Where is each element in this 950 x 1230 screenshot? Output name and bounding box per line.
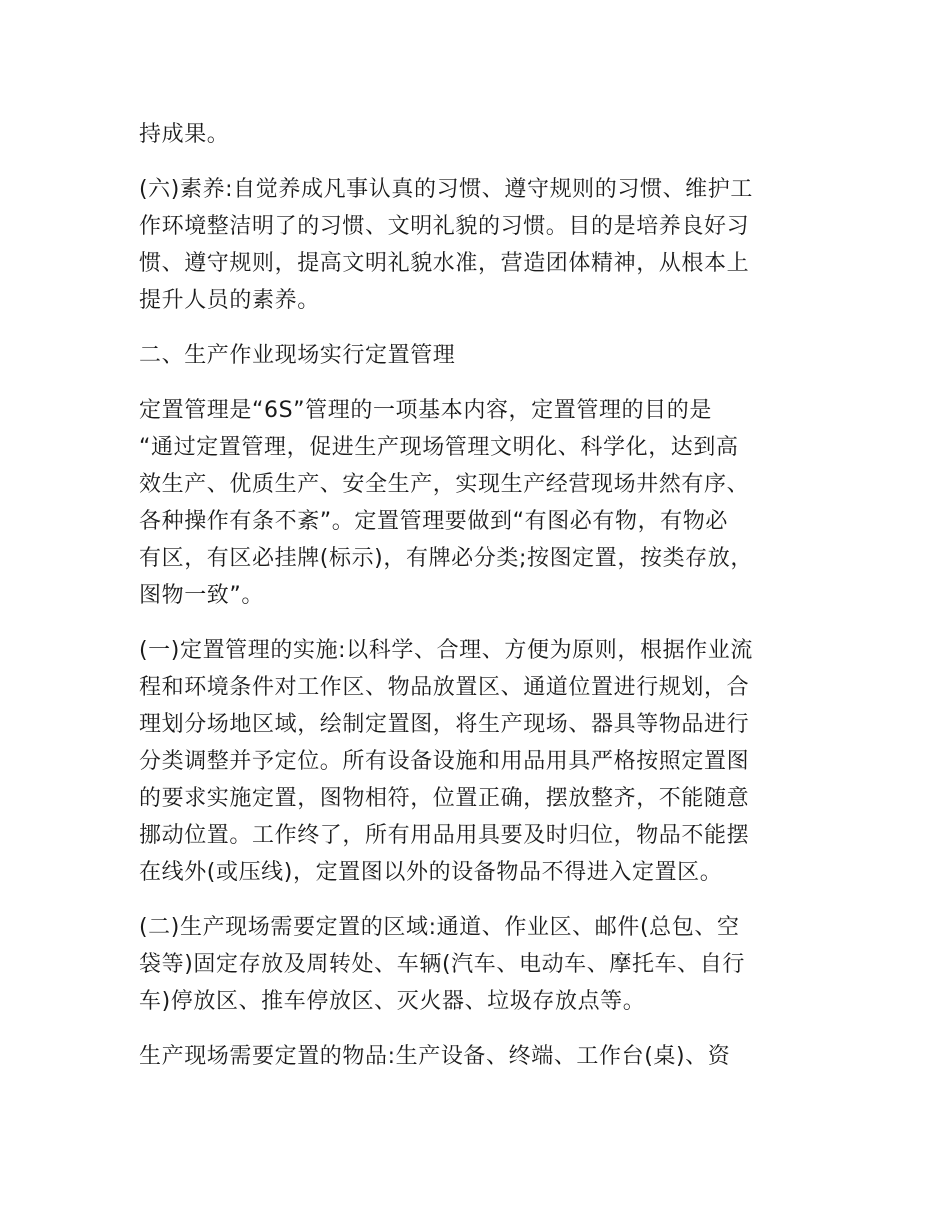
paragraph-literacy: (六)素养:自觉养成凡事认真的习惯、遵守规则的习惯、维护工 作环境整洁明了的习惯、文明礼貌的习惯。目的是培养良好习 惯、遵守规则，提高文明礼貌水准，营造团体精神，从根本上 提升人员的素养。 [139, 177, 753, 313]
paragraph-items: 生产现场需要定置的物品:生产设备、终端、工作台(桌)、资 [139, 1044, 731, 1069]
section-heading-fixed-position-management: 二、生产作业现场实行定置管理 [139, 343, 456, 368]
paragraph-implementation: (一)定置管理的实施:以科学、合理、方便为原则，根据作业流 程和环境条件对工作区、物品放置区、通道位置进行规划，合 理划分场地区域，绘制定置图，将生产现场、器具等物品进行 分类调整并予定位。所有设备设施和用品用具严格按照定置图 的要求实施定置，图物相符，位置正确，摆放整齐，不能随意 挪动位置。工作终了，所有用品用具要及时归位，物品不能摆 在线外(或压线)，定置图以外的设备物品不得进入定置区。 [139, 638, 753, 885]
document-body [139, 116, 811, 1093]
paragraph-fixed-position-definition: 定置管理是“6S”管理的一项基本内容，定置管理的目的是 “通过定置管理，促进生产现场管理文明化、科学化，达到高 效生产、优质生产、安全生产，实现生产经营现场井然有序、 各种操作有条不紊”。定置管理要做到“有图必有物，有物必 有区，有区必挂牌(标示)，有牌必分类;按图定置，按类存放， 图物一致”。 [139, 398, 753, 608]
paragraph-areas: (二)生产现场需要定置的区域:通道、作业区、邮件(总包、空 袋等)固定存放及周转处、车辆(汽车、电动车、摩托车、自行 车)停放区、推车停放区、灭火器、垃圾存放点等。 [139, 915, 745, 1014]
paragraph-continuation: 持成果。 [139, 122, 230, 147]
